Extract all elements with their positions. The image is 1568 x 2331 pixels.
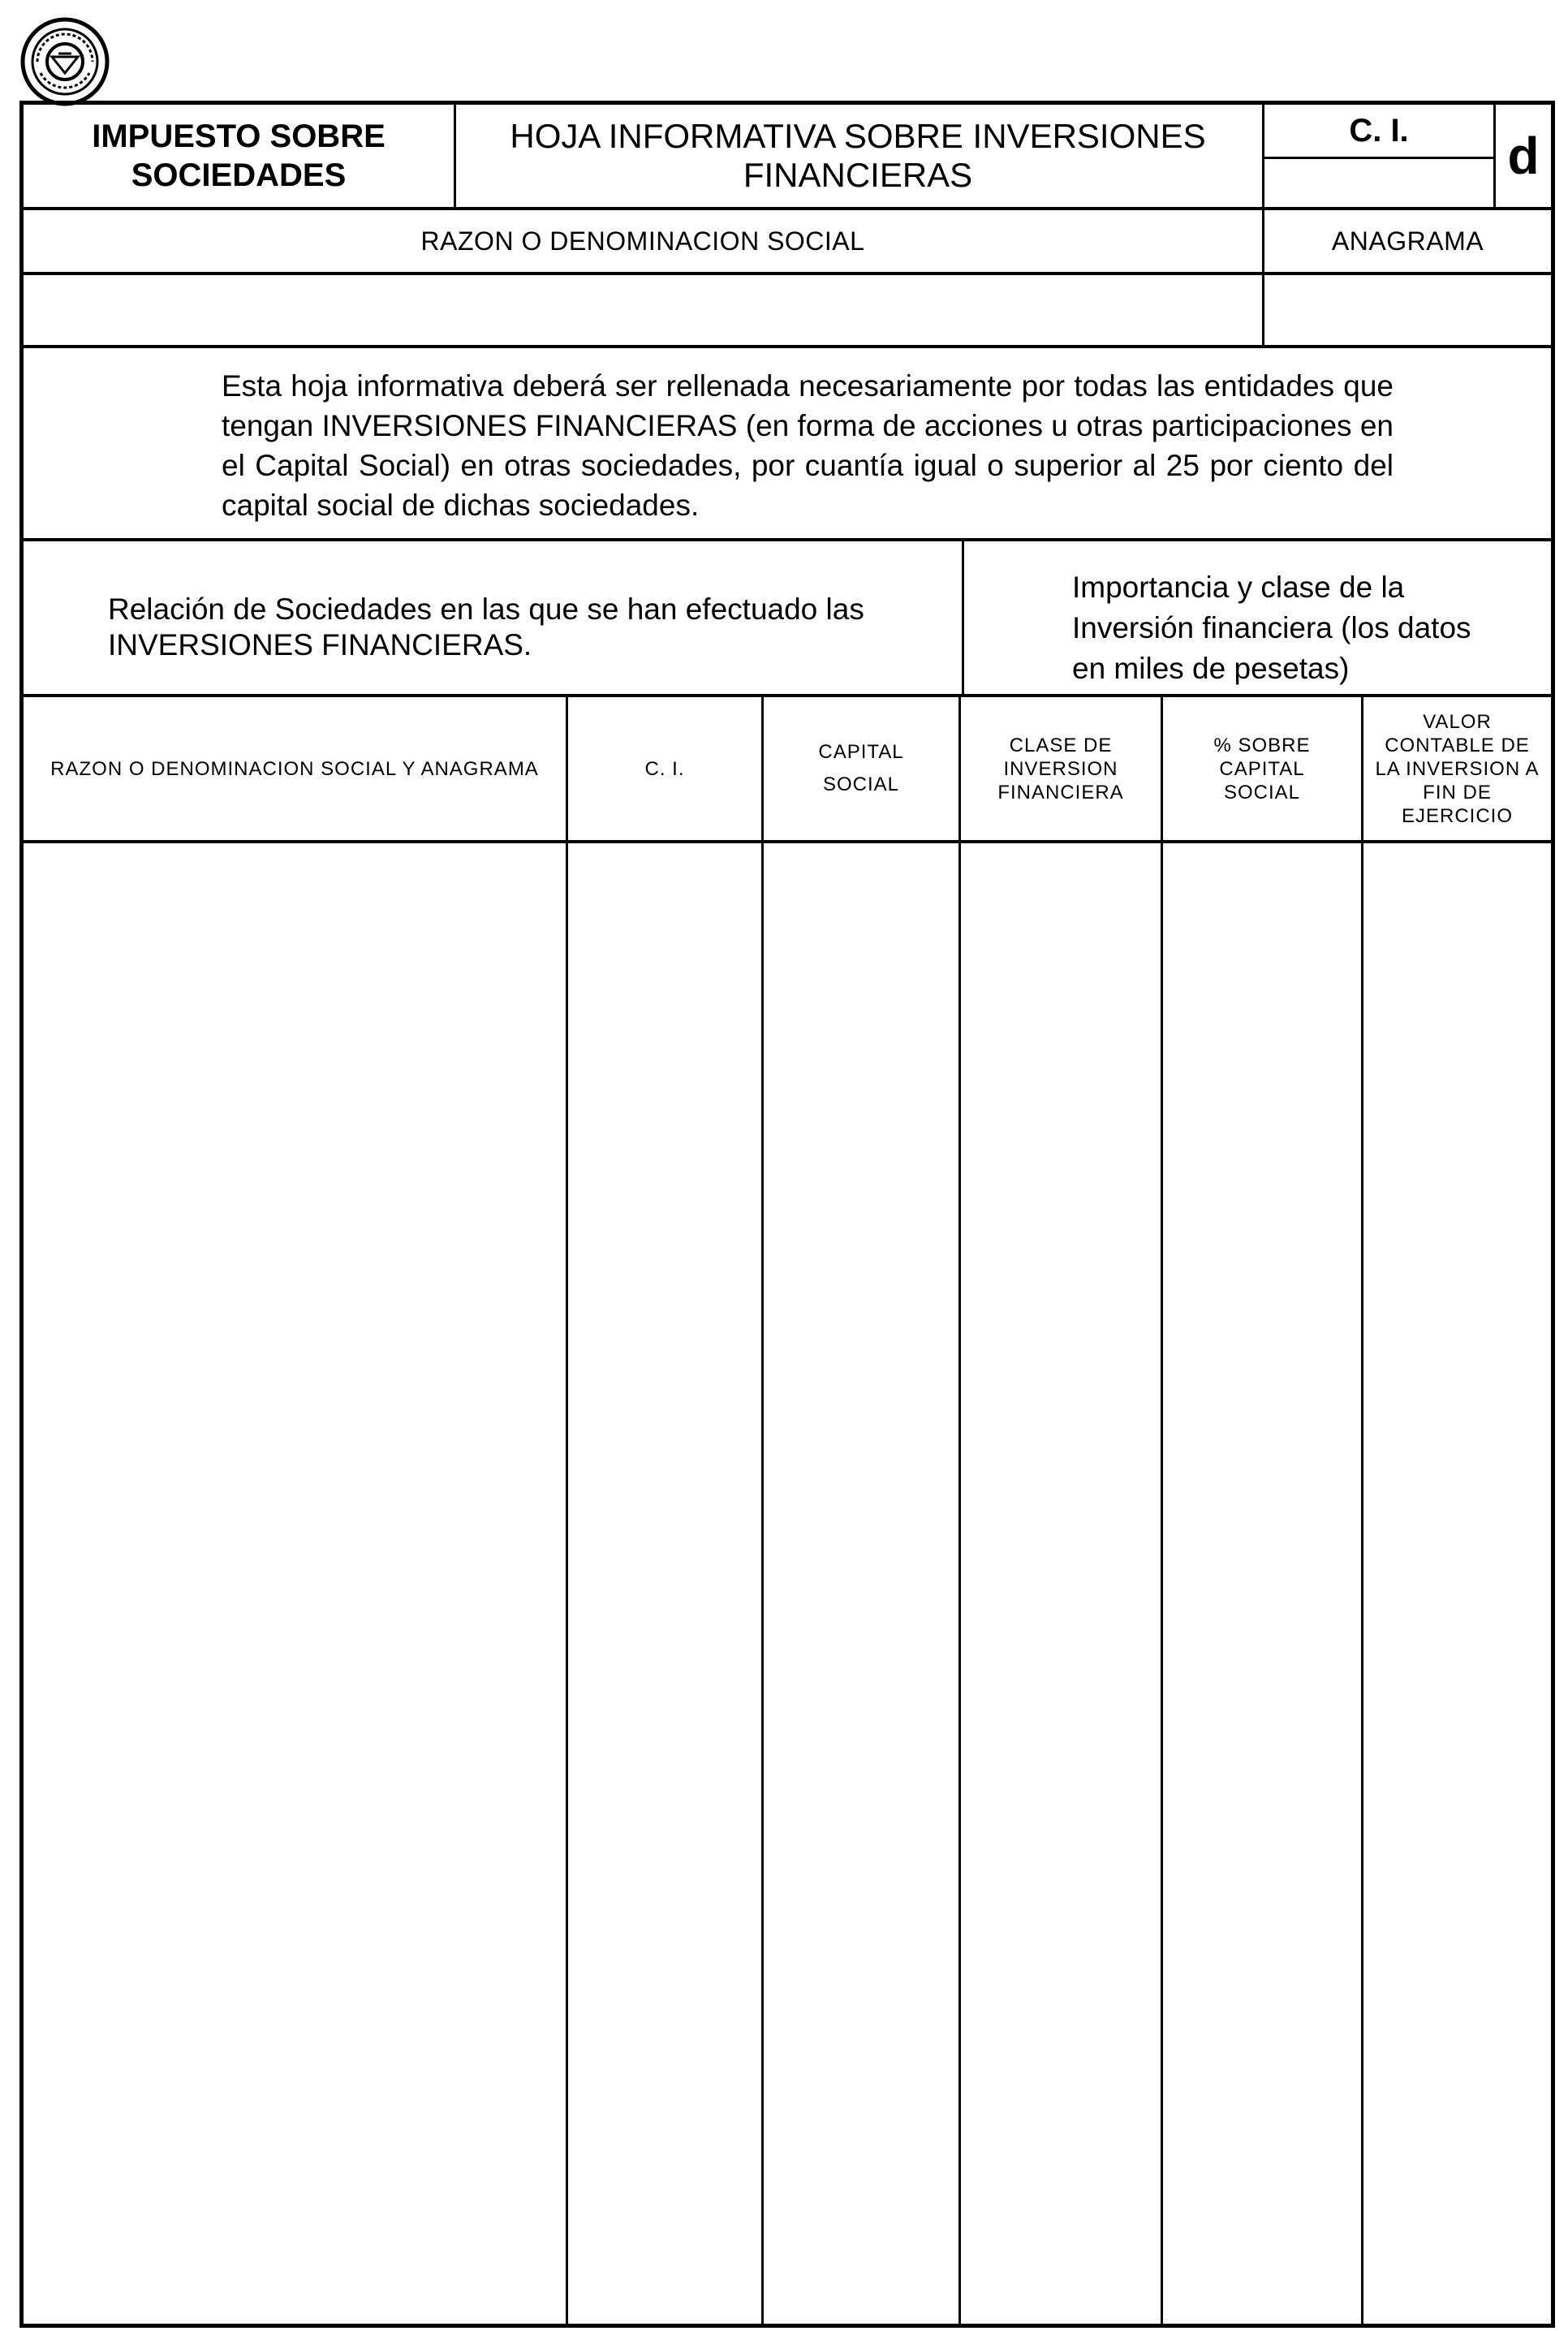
form-letter: d — [1507, 127, 1540, 185]
table-body-book-value[interactable] — [1363, 843, 1551, 2325]
section-investment-label: Importancia y clase de la Inversión financiera (los datos en miles de pesetas) — [1072, 571, 1471, 685]
notice-text: Esta hoja informativa deberá ser rellenada necesariamente por todas las entidades que tengan INVERSIONES FINANCIERAS (en forma de acciones u otras participaciones en el Capital Social) en otras sociedades, por cuantía igual o superior al 25 por ciento del capital social de dichas sociedades. — [222, 369, 1394, 522]
table-body-percentage[interactable] — [1163, 843, 1361, 2325]
col-header-capital: CAPITAL SOCIAL — [818, 741, 904, 795]
table-body-investment-type[interactable] — [961, 843, 1161, 2325]
form-title: HOJA INFORMATIVA SOBRE INVERSIONES FINANCIERAS — [510, 117, 1206, 194]
official-seal-icon — [19, 16, 110, 107]
col-header-percentage: % SOBRE CAPITAL SOCIAL — [1213, 734, 1311, 804]
investment-form — [19, 101, 1555, 2328]
table-body-company[interactable] — [24, 843, 566, 2325]
ci-label: C. I. — [1349, 112, 1409, 149]
col-header-company: RAZON O DENOMINACION SOCIAL Y ANAGRAMA — [50, 757, 539, 780]
col-header-investment-type: CLASE DE INVERSION FINANCIERA — [997, 734, 1124, 804]
tax-title: IMPUESTO SOBRE SOCIEDADES — [92, 118, 386, 193]
anagram-label: ANAGRAMA — [1331, 226, 1484, 256]
anagram-field[interactable] — [1264, 275, 1551, 345]
company-name-label: RAZON O DENOMINACION SOCIAL — [420, 226, 865, 256]
col-header-ci: C. I. — [644, 757, 685, 780]
table-body-ci[interactable] — [568, 843, 761, 2325]
ci-field[interactable] — [1264, 159, 1493, 207]
section-companies-label: Relación de Sociedades en las que se han efectuado las INVERSIONES FINANCIERAS. — [108, 592, 864, 661]
col-header-book-value: VALOR CONTABLE DE LA INVERSION A FIN DE EJERCICIO — [1375, 710, 1540, 827]
company-name-field[interactable] — [24, 275, 1262, 345]
table-body-capital[interactable] — [764, 843, 958, 2325]
